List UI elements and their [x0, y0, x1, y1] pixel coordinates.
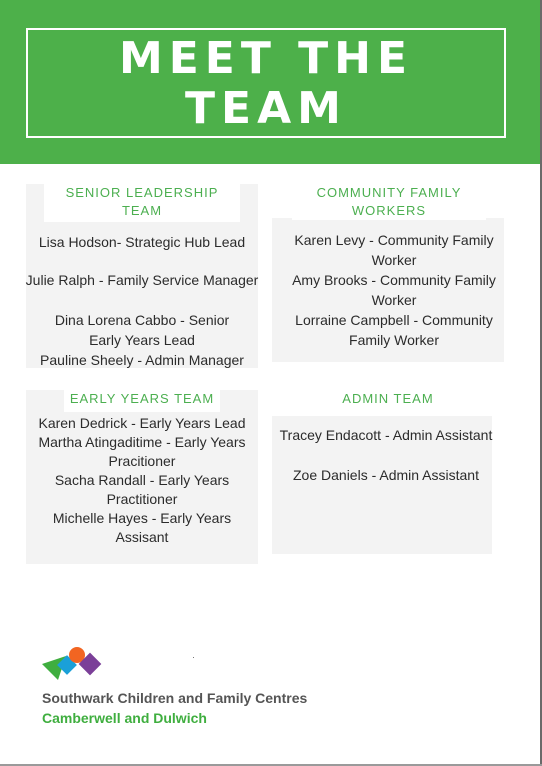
member-entry — [24, 433, 260, 471]
separator: - — [176, 312, 189, 328]
member-entry — [272, 425, 500, 445]
heading-line: COMMUNITY FAMILY — [316, 185, 462, 200]
member-role: Early Years Practitioner — [106, 472, 230, 507]
member-name: Zoe Daniels — [293, 467, 368, 483]
heading-line: SENIOR LEADERSHIP — [65, 185, 219, 200]
member-entry — [272, 465, 500, 485]
heading-line: WORKERS — [351, 203, 427, 218]
early-years-heading — [64, 390, 220, 412]
member-name: Julie Ralph — [25, 272, 95, 288]
member-entry — [280, 230, 508, 270]
organization-name: Southwark Children and Family Centres — [42, 690, 308, 706]
member-name: Karen Dedrick — [38, 415, 128, 431]
member-role: Admin Assistant — [392, 427, 493, 443]
separator: - — [409, 312, 423, 328]
separator: - — [367, 467, 380, 483]
member-name: Lorraine Campbell — [295, 312, 410, 328]
member-name: Lisa Hodson- Strategic Hub Lead — [38, 234, 246, 250]
member-name: Michelle Hayes — [52, 510, 148, 526]
community-workers-heading — [292, 184, 486, 220]
member-name: Sacha Randall — [54, 472, 146, 488]
member-entry — [280, 310, 508, 350]
member-role: Family Service Manager — [107, 272, 259, 288]
member-role: Community Family Worker — [349, 312, 493, 348]
separator: - — [162, 434, 175, 450]
member-entry — [24, 471, 260, 509]
member-role: Community Family Worker — [371, 232, 494, 268]
title-line-1: MEET THE — [118, 33, 414, 84]
member-role: Admin Manager — [145, 352, 244, 368]
title-line-2: TEAM — [185, 83, 347, 134]
member-name: Amy Brooks — [292, 272, 368, 288]
member-entry — [24, 350, 260, 370]
member-entry — [24, 310, 260, 350]
separator: - — [147, 510, 161, 526]
community-workers-list — [280, 230, 508, 350]
member-entry — [24, 509, 260, 547]
member-entry — [24, 270, 260, 290]
member-entry — [24, 414, 260, 433]
member-role: Early Years Pracitioner — [108, 434, 246, 469]
senior-leadership-heading — [44, 184, 240, 222]
separator: - — [133, 352, 146, 368]
early-years-list — [24, 414, 260, 547]
member-name: Karen Levy — [294, 232, 366, 248]
separator: - — [367, 272, 380, 288]
member-entry — [280, 270, 508, 310]
separator: - — [365, 232, 378, 248]
area-name: Camberwell and Dulwich — [42, 710, 207, 726]
separator: - — [127, 415, 140, 431]
member-name: Pauline Sheely — [40, 352, 134, 368]
separator: - — [381, 427, 393, 443]
separator: - — [145, 472, 159, 488]
member-role: Early Years Assisant — [115, 510, 232, 545]
member-name: Dina Lorena Cabbo — [54, 312, 177, 328]
southwark-logo-icon — [40, 646, 108, 686]
member-role: Admin Assistant — [379, 467, 479, 483]
heading-line: EARLY YEARS TEAM — [69, 391, 215, 406]
header-banner — [0, 0, 540, 164]
member-name: Tracey Endacott — [279, 427, 382, 443]
separator: - — [94, 272, 108, 288]
member-role: Community Family Worker — [371, 272, 496, 308]
page-title — [28, 34, 504, 134]
member-role: Senior Early Years Lead — [89, 312, 230, 348]
heading-line: ADMIN TEAM — [342, 391, 434, 406]
member-name: Martha Atingaditime — [38, 434, 163, 450]
member-role: Early Years Lead — [139, 415, 246, 431]
member-entry — [24, 232, 260, 252]
senior-leadership-list — [24, 232, 260, 370]
speck — [193, 657, 194, 658]
admin-heading — [272, 390, 504, 412]
admin-list — [272, 425, 500, 485]
title-frame — [26, 28, 506, 138]
heading-line: TEAM — [121, 203, 163, 218]
